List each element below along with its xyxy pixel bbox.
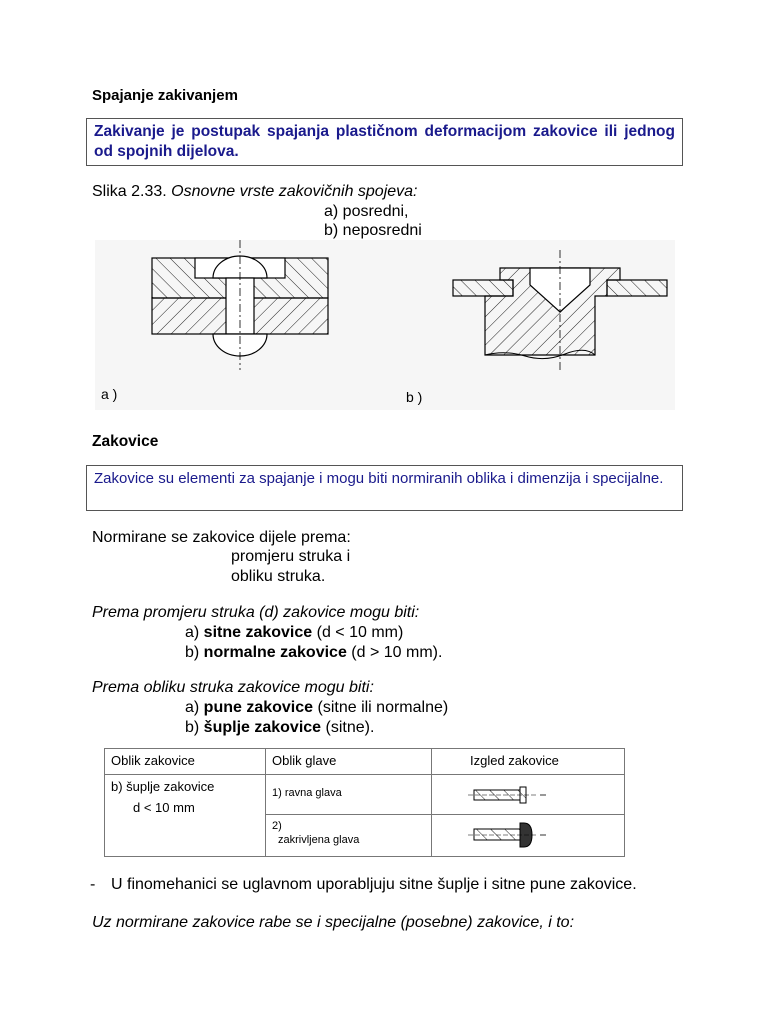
table-type-line1: b) šuplje zakovice: [111, 779, 215, 794]
oblik-item-a: a) pune zakovice (sitne ili normalne): [185, 699, 449, 716]
table-image-2: [432, 815, 625, 857]
promjer-item-a: a) sitne zakovice (d < 10 mm): [185, 624, 404, 641]
figure-label-a: a ): [101, 386, 118, 402]
section-heading: Spajanje zakivanjem: [92, 87, 238, 104]
figure-label-b: b ): [406, 389, 423, 405]
normirane-intro: Normirane se zakovice dijele prema:: [92, 529, 351, 546]
caption-item-b: b) neposredni: [324, 222, 422, 239]
definition-text-2: Zakovice su elementi za spajanje i mogu biti normiranih oblika i dimenzija i specijalne.: [94, 470, 664, 487]
table-shape-2: 2) zakrivljena glava: [266, 815, 432, 857]
table-type-line2: d < 10 mm: [133, 800, 195, 815]
normirane-item-1: promjeru struka i: [231, 548, 351, 565]
caption-item-a: a) posredni,: [324, 203, 409, 220]
caption-prefix: Slika 2.33.: [92, 183, 172, 200]
section-heading-zakovice: Zakovice: [92, 433, 159, 450]
round-head-rivet-image: [466, 819, 586, 853]
promjer-title: Prema promjeru struka (d) zakovice mogu biti:: [92, 604, 420, 621]
flat-head-rivet-image: [466, 781, 586, 811]
table-cell-type: [105, 775, 266, 857]
promjer-item-b: b) normalne zakovice (d > 10 mm).: [185, 644, 443, 661]
definition-box: [86, 118, 683, 166]
bullet-dash: -: [90, 876, 96, 893]
oblik-item-b: b) šuplje zakovice (sitne).: [185, 719, 375, 736]
figure-caption: [92, 182, 418, 202]
rivet-joint-figure: [95, 240, 675, 410]
bullet-text: U finomehanici se uglavnom uporabljuju sitne šuplje i sitne pune zakovice.: [111, 876, 637, 893]
table-header-izgled: Izgled zakovice: [432, 749, 625, 775]
table-image-1: [432, 775, 625, 815]
definition-text: Zakivanje je postupak spajanja plastičnom deformacijom zakovice ili jednog od spojnih dijelova.: [94, 123, 675, 160]
closing-text: Uz normirane zakovice rabe se i specijalne (posebne) zakovice, i to:: [92, 914, 575, 931]
table-shape-1: 1) ravna glava: [266, 775, 432, 815]
definition-box-2: [86, 465, 683, 511]
oblik-title: Prema obliku struka zakovice mogu biti:: [92, 679, 374, 696]
table-header-oblik-glave: Oblik glave: [266, 749, 432, 775]
normirane-item-2: obliku struka.: [231, 568, 326, 585]
rivet-table: [104, 748, 625, 857]
table-header-oblik-zakovice: Oblik zakovice: [105, 749, 266, 775]
caption-title: Osnovne vrste zakovičnih spojeva:: [171, 183, 418, 200]
